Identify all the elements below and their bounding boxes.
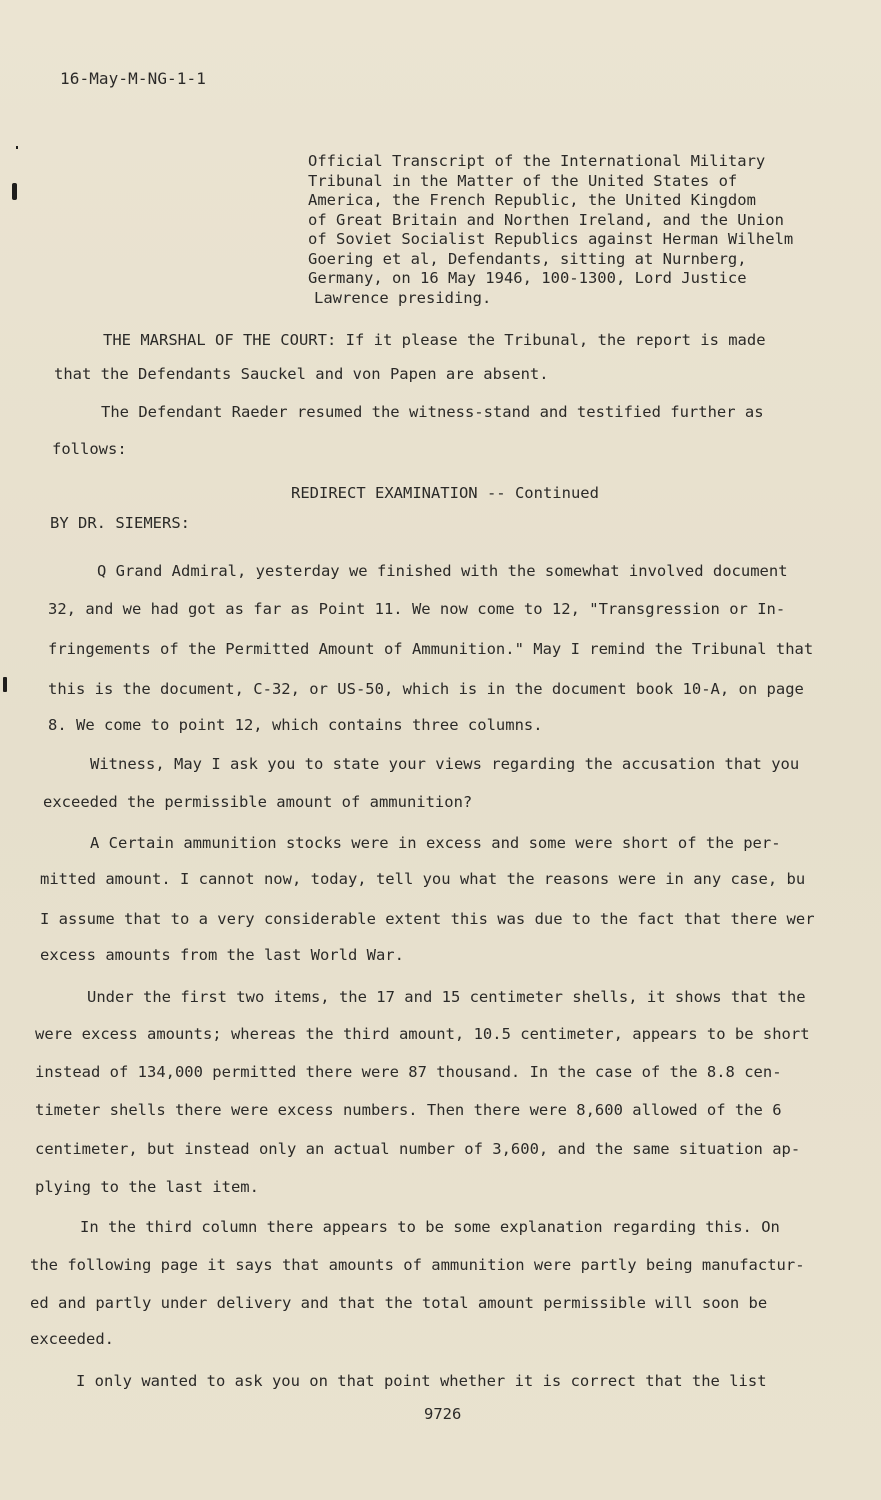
paragraph-line: the following page it says that amounts of ammunition were partly being manufactur-: [30, 1256, 805, 1274]
question-line: 8. We come to point 12, which contains three columns.: [48, 716, 543, 734]
paragraph-line: The Defendant Raeder resumed the witness-stand and testified further as: [101, 403, 764, 421]
examiner-label: BY DR. SIEMERS:: [50, 514, 190, 532]
margin-mark: [3, 677, 7, 692]
section-heading: REDIRECT EXAMINATION -- Continued: [291, 484, 599, 502]
paragraph-line: exceeded.: [30, 1330, 114, 1348]
paragraph-line: THE MARSHAL OF THE COURT: If it please the Tribunal, the report is made: [103, 331, 766, 349]
margin-mark: [12, 183, 17, 200]
paragraph-line: centimeter, but instead only an actual number of 3,600, and the same situation ap-: [35, 1140, 801, 1158]
caption-line: America, the French Republic, the United Kingdom: [308, 191, 756, 209]
paragraph-line: timeter shells there were excess numbers. Then there were 8,600 allowed of the 6: [35, 1101, 782, 1119]
page-number: 9726: [424, 1405, 462, 1423]
caption-line: Goering et al, Defendants, sitting at Nurnberg,: [308, 249, 747, 268]
answer-line: I assume that to a very considerable extent this was due to the fact that there wer: [40, 910, 815, 928]
paragraph-line: that the Defendants Sauckel and von Papen are absent.: [54, 365, 549, 383]
paragraph-line: Witness, May I ask you to state your views regarding the accusation that you: [90, 755, 800, 773]
question-line: 32, and we had got as far as Point 11. We now come to 12, "Transgression or In-: [48, 600, 786, 618]
paragraph-line: ed and partly under delivery and that the total amount permissible will soon be: [30, 1294, 768, 1312]
paragraph-line: exceeded the permissible amount of ammunition?: [43, 793, 473, 811]
paragraph-line: were excess amounts; whereas the third amount, 10.5 centimeter, appears to be short: [35, 1025, 810, 1043]
paragraph-line: Under the first two items, the 17 and 15 centimeter shells, it shows that the: [87, 988, 806, 1006]
caption-line: Official Transcript of the International Military: [308, 152, 766, 170]
caption-line: Germany, on 16 May 1946, 100-1300, Lord Justice: [308, 269, 747, 287]
question-line: this is the document, C-32, or US-50, which is in the document book 10-A, on page: [48, 680, 804, 698]
paragraph-line: I only wanted to ask you on that point whether it is correct that the list: [76, 1372, 767, 1390]
paragraph-line: plying to the last item.: [35, 1178, 259, 1196]
answer-line: mitted amount. I cannot now, today, tell you what the reasons were in any case, bu: [40, 870, 806, 888]
caption-line: Tribunal in the Matter of the United States of: [308, 171, 738, 190]
question-line: Q Grand Admiral, yesterday we finished with the somewhat involved document: [97, 562, 788, 580]
transcript-caption: [308, 152, 828, 308]
margin-speck: [16, 146, 18, 149]
paragraph-line: follows:: [52, 440, 127, 458]
caption-line: of Great Britain and Northen Ireland, and the Union: [308, 210, 784, 229]
question-line: fringements of the Permitted Amount of Ammunition." May I remind the Tribunal that: [48, 640, 814, 658]
caption-line: of Soviet Socialist Republics against Herman Wilhelm: [308, 230, 794, 248]
answer-line: excess amounts from the last World War.: [40, 946, 404, 964]
paragraph-line: In the third column there appears to be some explanation regarding this. On: [80, 1218, 780, 1236]
answer-line: A Certain ammunition stocks were in excess and some were short of the per-: [90, 834, 781, 852]
paragraph-line: instead of 134,000 permitted there were 87 thousand. In the case of the 8.8 cen-: [35, 1063, 782, 1081]
document-id: 16-May-M-NG-1-1: [60, 69, 206, 88]
caption-line: Lawrence presiding.: [314, 288, 492, 307]
